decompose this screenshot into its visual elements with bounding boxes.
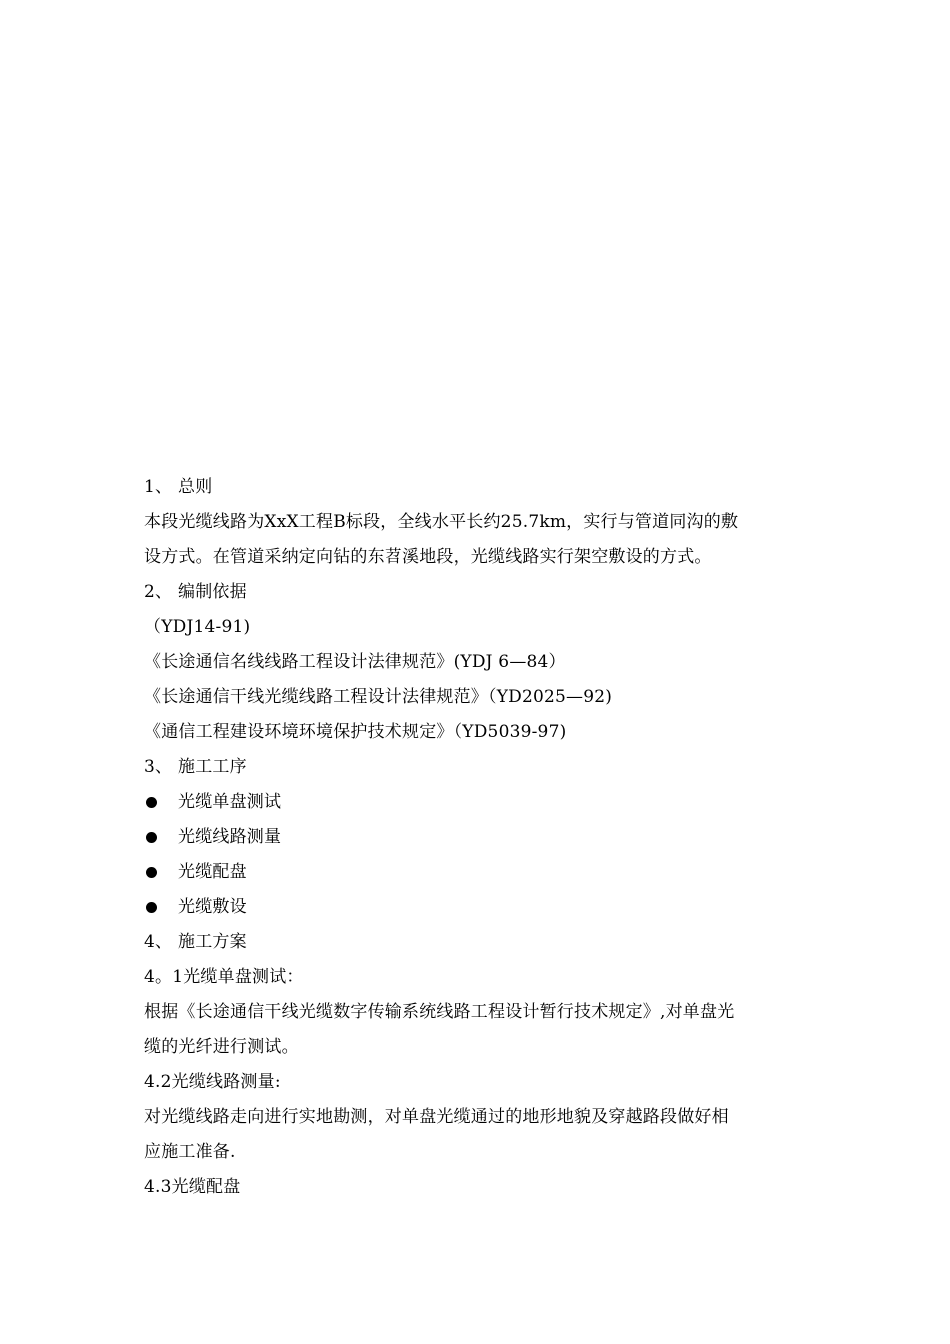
bullet-icon bbox=[146, 832, 157, 843]
reference-item: 《通信工程建设环境环境保护技术规定》（YD5039-97) bbox=[144, 722, 567, 742]
bullet-icon bbox=[146, 797, 157, 808]
reference-item: 《长途通信干线光缆线路工程设计法律规范》（YD2025—92) bbox=[144, 687, 613, 707]
section-title: 总则 bbox=[178, 477, 213, 497]
subsection-heading: 4.3光缆配盘 bbox=[144, 1177, 241, 1197]
list-item-text: 光缆敷设 bbox=[178, 897, 247, 917]
section-3-heading bbox=[144, 750, 824, 785]
list-item-text: 光缆单盘测试 bbox=[178, 792, 282, 812]
document-body bbox=[144, 470, 824, 1205]
reference-item: 《长途通信名线线路工程设计法律规范》(YDJ 6—84） bbox=[144, 652, 566, 672]
section-number: 3、 bbox=[144, 757, 173, 777]
section-title: 编制依据 bbox=[178, 582, 247, 602]
bullet-icon bbox=[146, 867, 157, 878]
list-item bbox=[144, 820, 824, 855]
reference-item: （YDJ14-91) bbox=[144, 617, 251, 637]
paragraph-line: 根据《长途通信干线光缆数字传输系统线路工程设计暂行技术规定》,对单盘光 bbox=[144, 1002, 735, 1022]
subsection-heading: 4.2光缆线路测量: bbox=[144, 1072, 281, 1092]
paragraph-line: 缆的光纤进行测试。 bbox=[144, 1037, 299, 1057]
paragraph-line: 应施工准备. bbox=[144, 1142, 236, 1162]
list-item-text: 光缆线路测量 bbox=[178, 827, 282, 847]
section-2-heading bbox=[144, 575, 824, 610]
section-1-heading bbox=[144, 470, 824, 505]
section-number: 2、 bbox=[144, 582, 173, 602]
paragraph-line: 设方式。在管道采纳定向钻的东苕溪地段，光缆线路实行架空敷设的方式。 bbox=[144, 547, 712, 567]
section-number: 4、 bbox=[144, 932, 173, 952]
list-item bbox=[144, 855, 824, 890]
subsection-heading: 4。1光缆单盘测试： bbox=[144, 967, 304, 987]
paragraph-line: 本段光缆线路为XxX工程B标段，全线水平长约25.7km，实行与管道同沟的敷 bbox=[144, 512, 739, 532]
section-title: 施工工序 bbox=[178, 757, 247, 777]
list-item-text: 光缆配盘 bbox=[178, 862, 247, 882]
bullet-icon bbox=[146, 902, 157, 913]
section-number: 1、 bbox=[144, 477, 173, 497]
section-title: 施工方案 bbox=[178, 932, 247, 952]
list-item bbox=[144, 785, 824, 820]
section-4-heading bbox=[144, 925, 824, 960]
paragraph-line: 对光缆线路走向进行实地勘测，对单盘光缆通过的地形地貌及穿越路段做好相 bbox=[144, 1107, 729, 1127]
list-item bbox=[144, 890, 824, 925]
